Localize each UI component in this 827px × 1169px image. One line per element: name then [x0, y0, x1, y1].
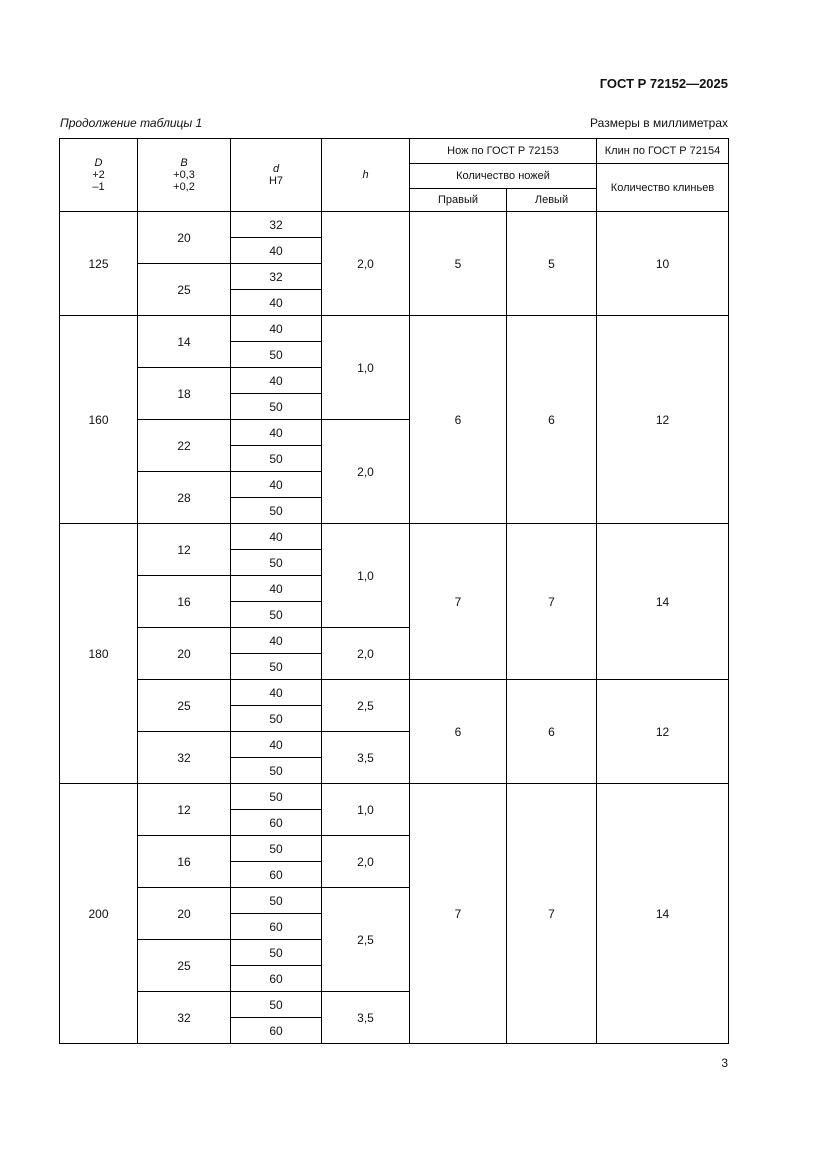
cell-B: 20 [138, 888, 231, 940]
cell-B: 16 [138, 576, 231, 628]
cell-d: 40 [231, 472, 322, 498]
table-continuation-caption: Продолжение таблицы 1 [60, 116, 203, 130]
cell-d: 32 [231, 212, 322, 238]
cell-wedges: 12 [597, 680, 729, 784]
cell-right: 6 [410, 316, 507, 524]
cell-h: 2,0 [322, 212, 410, 316]
page-number: 3 [721, 1056, 728, 1070]
cell-d: 50 [231, 706, 322, 732]
standard-designation: ГОСТ Р 72152—2025 [599, 76, 728, 91]
cell-d: 40 [231, 524, 322, 550]
cell-left: 7 [507, 784, 597, 1044]
cell-d: 50 [231, 550, 322, 576]
header-knife-group: Нож по ГОСТ Р 72153 [410, 139, 597, 164]
cell-B: 18 [138, 368, 231, 420]
header-d-fit: H7 [268, 175, 284, 187]
cell-d: 60 [231, 1018, 322, 1044]
header-wedge-group: Клин по ГОСТ Р 72154 [597, 139, 729, 164]
header-B [138, 139, 231, 212]
cell-h: 2,0 [322, 628, 410, 680]
header-d-symbol: d [272, 163, 280, 175]
cell-B: 16 [138, 836, 231, 888]
cell-d: 40 [231, 628, 322, 654]
dimensions-table [59, 138, 729, 1044]
cell-d: 60 [231, 862, 322, 888]
cell-B: 12 [138, 524, 231, 576]
header-h-symbol: h [362, 169, 369, 181]
header-wedge-count: Количество клиньев [597, 164, 729, 212]
cell-d: 32 [231, 264, 322, 290]
cell-d: 40 [231, 316, 322, 342]
cell-d: 50 [231, 836, 322, 862]
cell-B: 25 [138, 940, 231, 992]
header-D-tol-upper: +2 [92, 169, 105, 181]
cell-h: 2,5 [322, 680, 410, 732]
header-B-tol-lower: +0,2 [173, 181, 195, 193]
header-B-tol-upper: +0,3 [173, 169, 195, 181]
cell-B: 25 [138, 680, 231, 732]
cell-B: 20 [138, 212, 231, 264]
cell-d: 50 [231, 888, 322, 914]
cell-right: 7 [410, 784, 507, 1044]
cell-right: 7 [410, 524, 507, 680]
cell-d: 50 [231, 654, 322, 680]
cell-D: 160 [60, 316, 138, 524]
cell-d: 60 [231, 914, 322, 940]
cell-B: 28 [138, 472, 231, 524]
cell-B: 20 [138, 628, 231, 680]
cell-h: 2,5 [322, 888, 410, 992]
cell-h: 3,5 [322, 992, 410, 1044]
header-D-symbol: D [94, 157, 103, 169]
cell-d: 50 [231, 602, 322, 628]
cell-h: 1,0 [322, 784, 410, 836]
cell-d: 40 [231, 290, 322, 316]
cell-h: 2,0 [322, 420, 410, 524]
cell-d: 40 [231, 680, 322, 706]
cell-B: 25 [138, 264, 231, 316]
cell-d: 50 [231, 498, 322, 524]
header-knife-count: Количество ножей [410, 164, 597, 189]
cell-B: 32 [138, 992, 231, 1044]
header-D-tol-lower: –1 [92, 181, 105, 193]
units-caption: Размеры в миллиметрах [590, 116, 728, 130]
cell-wedges: 10 [597, 212, 729, 316]
cell-d: 40 [231, 368, 322, 394]
cell-d: 50 [231, 784, 322, 810]
cell-D: 125 [60, 212, 138, 316]
cell-h: 1,0 [322, 524, 410, 628]
header-h [322, 139, 410, 212]
cell-d: 40 [231, 732, 322, 758]
cell-d: 50 [231, 940, 322, 966]
cell-d: 50 [231, 342, 322, 368]
cell-d: 50 [231, 992, 322, 1018]
cell-h: 2,0 [322, 836, 410, 888]
cell-B: 14 [138, 316, 231, 368]
cell-D: 180 [60, 524, 138, 784]
cell-d: 40 [231, 420, 322, 446]
header-B-symbol: B [180, 157, 188, 169]
header-right: Правый [410, 189, 507, 212]
cell-wedges: 12 [597, 316, 729, 524]
header-D [60, 139, 138, 212]
cell-wedges: 14 [597, 524, 729, 680]
cell-wedges: 14 [597, 784, 729, 1044]
cell-h: 1,0 [322, 316, 410, 420]
cell-left: 7 [507, 524, 597, 680]
cell-left: 5 [507, 212, 597, 316]
cell-h: 3,5 [322, 732, 410, 784]
cell-d: 40 [231, 576, 322, 602]
cell-B: 32 [138, 732, 231, 784]
cell-D: 200 [60, 784, 138, 1044]
cell-d: 40 [231, 238, 322, 264]
cell-right: 6 [410, 680, 507, 784]
cell-d: 50 [231, 758, 322, 784]
header-left: Левый [507, 189, 597, 212]
cell-B: 12 [138, 784, 231, 836]
cell-right: 5 [410, 212, 507, 316]
cell-d: 60 [231, 810, 322, 836]
header-d [231, 139, 322, 212]
cell-d: 60 [231, 966, 322, 992]
cell-left: 6 [507, 316, 597, 524]
cell-left: 6 [507, 680, 597, 784]
cell-B: 22 [138, 420, 231, 472]
cell-d: 50 [231, 394, 322, 420]
cell-d: 50 [231, 446, 322, 472]
